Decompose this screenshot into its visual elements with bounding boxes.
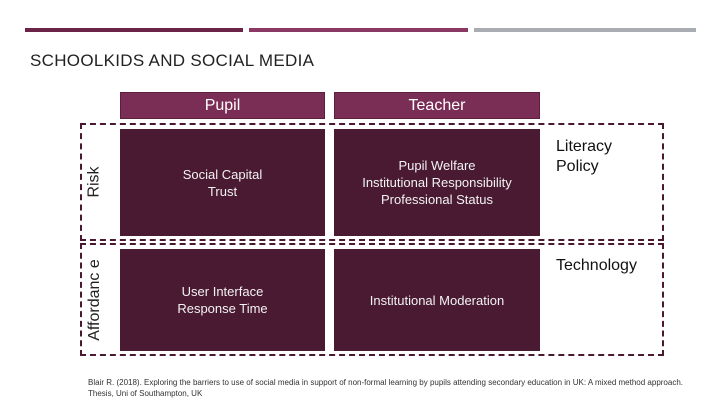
side-label-literacy-policy: Literacy Policy (556, 138, 613, 175)
column-header-teacher: Teacher (334, 92, 540, 119)
column-header-pupil: Pupil (120, 92, 325, 119)
citation: Blair R. (2018). Exploring the barriers to use of social media in support of non-formal learning by pupils attending secondary education in UK: A mixed method approach. Thesis, Uni of Southampton, UK (88, 378, 683, 398)
row-label-risk (80, 123, 110, 241)
cell-affordance-pupil: User Interface Response Time (120, 249, 325, 351)
accent-bar-1 (25, 28, 243, 32)
row-label-affordance (80, 243, 110, 356)
accent-bar-3 (474, 28, 696, 32)
row-label-risk-text: Risk (86, 166, 104, 198)
accent-bar-2 (249, 28, 468, 32)
cell-risk-pupil: Social Capital Trust (120, 129, 325, 236)
cell-risk-teacher: Pupil Welfare Institutional Responsibility Professional Status (334, 129, 540, 236)
slide-title: SCHOOLKIDS AND SOCIAL MEDIA (30, 51, 315, 70)
cell-affordance-teacher: Institutional Moderation (334, 249, 540, 351)
side-label-technology: Technology (556, 257, 637, 274)
row-label-affordance-text: Affordanc e (86, 258, 104, 341)
